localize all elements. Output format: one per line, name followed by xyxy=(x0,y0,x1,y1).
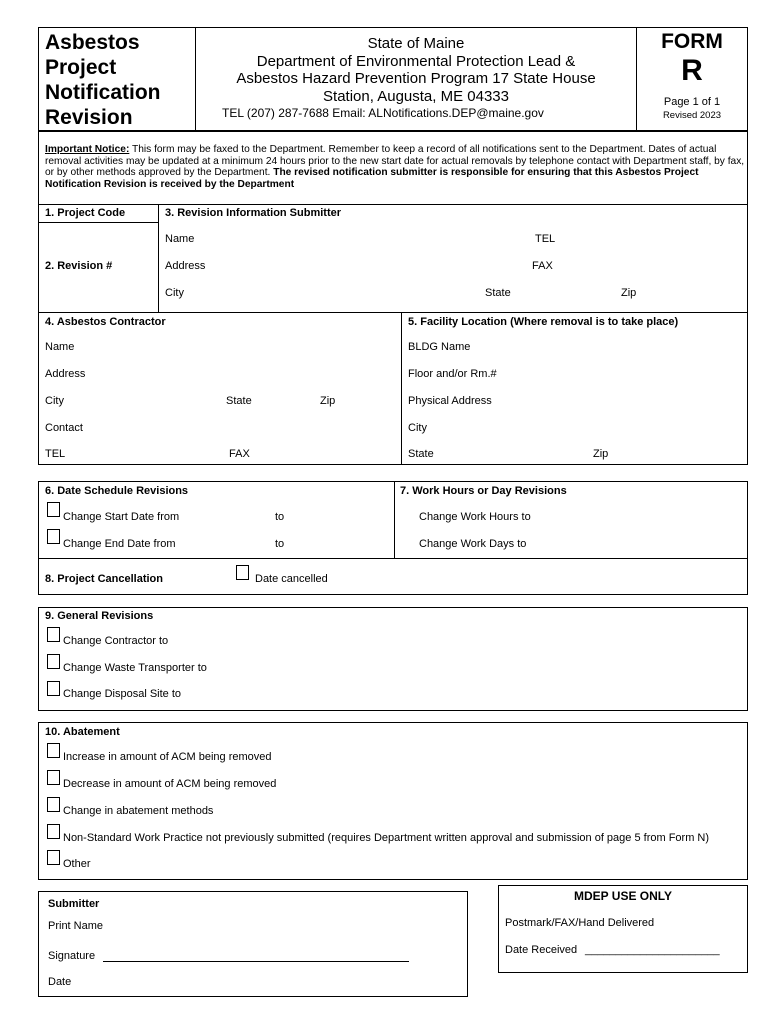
agency-line: State of Maine xyxy=(367,35,465,52)
submitter-zip-label: Zip xyxy=(621,287,637,299)
agency-line: Department of Environmental Protection Lead & xyxy=(256,52,576,70)
facility-city-label: City xyxy=(408,422,427,434)
section4-title: 4. Asbestos Contractor xyxy=(45,316,166,328)
form-letter: R xyxy=(681,54,703,87)
important-notice xyxy=(45,144,745,190)
header-divider-left xyxy=(195,27,196,131)
change-work-days-label: Change Work Days to xyxy=(419,538,527,550)
section7-title: 7. Work Hours or Day Revisions xyxy=(400,485,567,497)
agency-line: Station, Augusta, ME 04333 xyxy=(323,87,509,105)
abatement-box xyxy=(38,722,748,880)
contractor-zip-label: Zip xyxy=(320,395,336,407)
section6-title: 6. Date Schedule Revisions xyxy=(45,485,189,497)
submitter-box xyxy=(38,891,468,997)
form-label: FORM xyxy=(661,30,723,53)
date-label: Date xyxy=(48,976,72,988)
agency-block xyxy=(198,35,634,105)
section10-title: 10. Abatement xyxy=(45,726,120,738)
change-contractor-checkbox[interactable] xyxy=(47,627,60,642)
facility-zip-label: Zip xyxy=(593,448,609,460)
mdep-title: MDEP USE ONLY xyxy=(573,889,673,903)
increase-acm-label: Increase in amount of ACM being removed xyxy=(63,751,272,763)
contractor-city-label: City xyxy=(45,395,64,407)
change-abatement-methods-label: Change in abatement methods xyxy=(63,805,214,817)
submitter-tel-label: TEL xyxy=(535,233,556,245)
print-name-label: Print Name xyxy=(48,920,104,932)
divider xyxy=(158,204,159,312)
contractor-fax-label: FAX xyxy=(229,448,250,460)
other-label: Other xyxy=(63,858,91,870)
signature-line[interactable] xyxy=(103,961,409,962)
notice-text: This form may be faxed to the Department. Remember to keep a record of all notifications sent to the Department. Dates of actual removal activities may be updated at a minimum 24 hours prior to the new start date for actual removals by telephone contact with Department staff, by fax, or by other methods approved by the Department. xyxy=(45,144,745,179)
submitter-name-label: Name xyxy=(165,233,195,245)
facility-state-label: State xyxy=(408,448,434,460)
contractor-contact-label: Contact xyxy=(45,422,83,434)
project-code-label: 1. Project Code xyxy=(45,207,126,219)
increase-acm-checkbox[interactable] xyxy=(47,743,60,758)
section8-title: 8. Project Cancellation xyxy=(45,573,163,585)
date-cancelled-checkbox[interactable] xyxy=(236,565,249,580)
divider xyxy=(401,312,402,465)
section5-title: 5. Facility Location (Where removal is to take place) xyxy=(408,316,679,328)
facility-address-label: Physical Address xyxy=(408,395,492,407)
form-title-line: Revision xyxy=(45,106,133,129)
divider xyxy=(38,222,158,223)
contractor-name-label: Name xyxy=(45,341,75,353)
change-end-date-label: Change End Date from xyxy=(63,538,176,550)
contact-line: TEL (207) 287-7688 Email: ALNotifications.DEP@maine.gov xyxy=(222,106,544,120)
decrease-acm-checkbox[interactable] xyxy=(47,770,60,785)
notice-label: Important Notice: xyxy=(45,144,130,155)
revision-number-label: 2. Revision # xyxy=(45,260,113,272)
divider xyxy=(38,204,748,205)
facility-bldg-label: BLDG Name xyxy=(408,341,471,353)
change-start-date-label: Change Start Date from xyxy=(63,511,180,523)
submitter-address-label: Address xyxy=(165,260,206,272)
divider xyxy=(394,481,395,558)
non-standard-work-practice-checkbox[interactable] xyxy=(47,824,60,839)
notice-bold-text: The revised notification submitter is responsible for ensuring that this Asbestos Project Notification Revision is received by the Department xyxy=(45,167,699,190)
other-checkbox[interactable] xyxy=(47,850,60,865)
agency-line: Asbestos Hazard Prevention Program 17 State House xyxy=(236,70,596,87)
change-abatement-methods-checkbox[interactable] xyxy=(47,797,60,812)
facility-floor-label: Floor and/or Rm.# xyxy=(408,368,497,380)
change-waste-transporter-checkbox[interactable] xyxy=(47,654,60,669)
change-contractor-label: Change Contractor to xyxy=(63,635,169,647)
submitter-fax-label: FAX xyxy=(532,260,553,272)
date-cancelled-label: Date cancelled xyxy=(255,573,328,585)
change-waste-transporter-label: Change Waste Transporter to xyxy=(63,662,207,674)
submitter-state-label: State xyxy=(485,287,511,299)
signature-label: Signature xyxy=(48,950,96,962)
non-standard-work-practice-label: Non-Standard Work Practice not previously submitted (requires Department written approval and submission of page 5 from Form N) xyxy=(63,832,710,844)
change-end-date-checkbox[interactable] xyxy=(47,529,60,544)
form-title-line: Asbestos xyxy=(45,31,140,54)
form-title-line: Notification xyxy=(45,81,161,104)
change-disposal-site-label: Change Disposal Site to xyxy=(63,688,182,700)
form-title xyxy=(45,30,161,130)
date-received-label: Date Received xyxy=(505,944,578,956)
divider xyxy=(38,312,748,313)
postmark-label: Postmark/FAX/Hand Delivered xyxy=(505,917,655,929)
contractor-state-label: State xyxy=(226,395,252,407)
section9-title: 9. General Revisions xyxy=(45,610,154,622)
section3-title: 3. Revision Information Submitter xyxy=(165,207,342,219)
page-number: Page 1 of 1 xyxy=(663,96,721,108)
decrease-acm-label: Decrease in amount of ACM being removed xyxy=(63,778,277,790)
form-title-line: Project xyxy=(45,56,117,79)
change-start-date-checkbox[interactable] xyxy=(47,502,60,517)
revised-date: Revised 2023 xyxy=(662,110,722,121)
submitter-city-label: City xyxy=(165,287,184,299)
change-disposal-site-checkbox[interactable] xyxy=(47,681,60,696)
end-date-to-label: to xyxy=(275,538,285,550)
submitter-title: Submitter xyxy=(48,898,100,910)
contractor-address-label: Address xyxy=(45,368,86,380)
start-date-to-label: to xyxy=(275,511,285,523)
divider xyxy=(38,558,748,559)
contractor-tel-label: TEL xyxy=(45,448,66,460)
change-work-hours-label: Change Work Hours to xyxy=(419,511,531,523)
date-received-blank: ______________________ xyxy=(585,944,720,956)
